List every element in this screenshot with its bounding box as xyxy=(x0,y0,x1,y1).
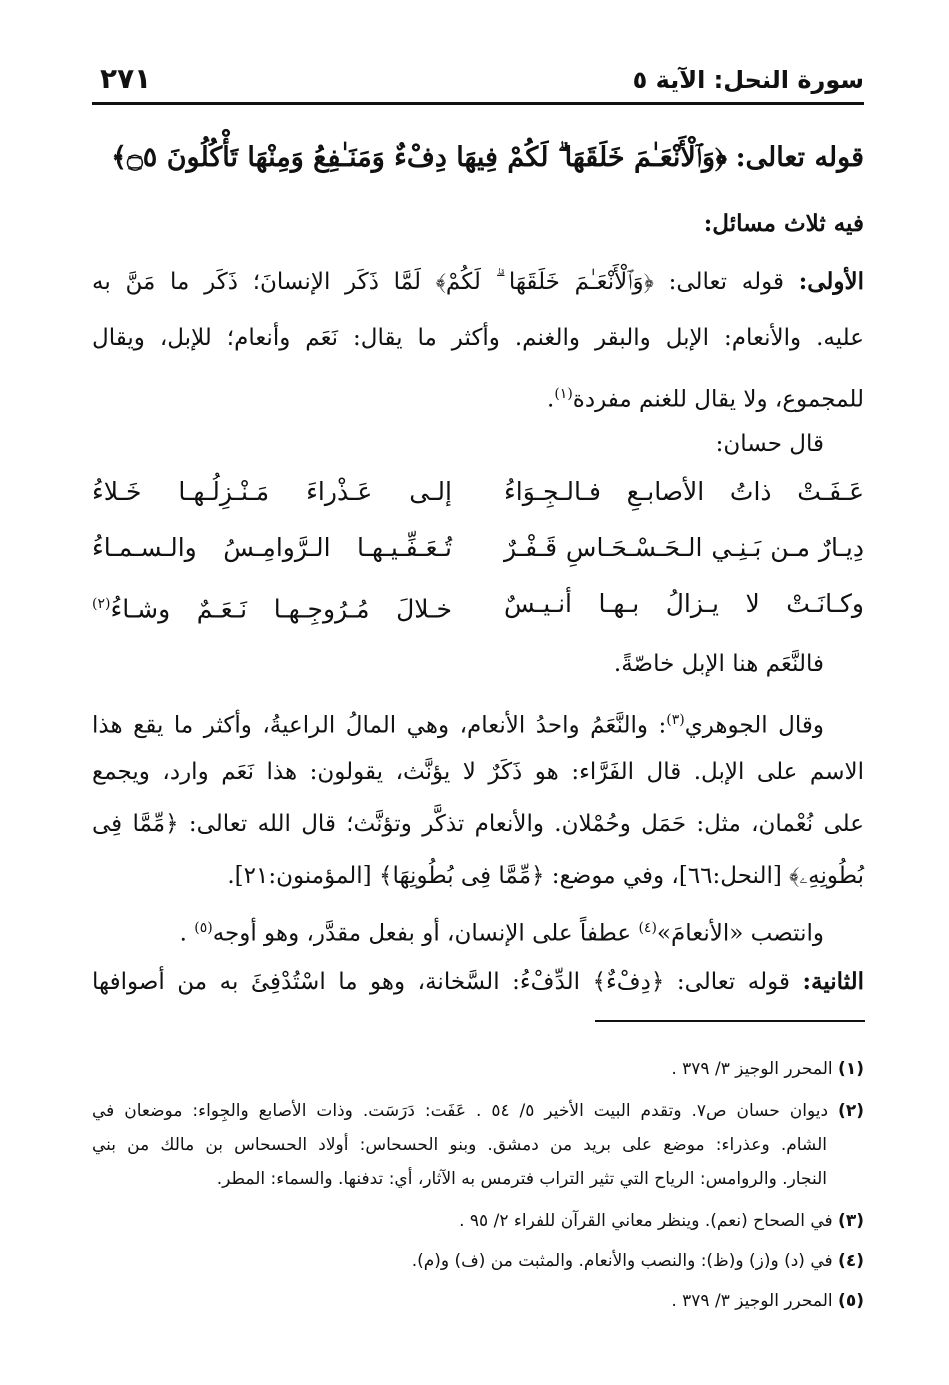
poem-line-1-left: إلـى عَـذْراءَ مَـنْـزِلُـهـا خَـلاءُ xyxy=(92,477,452,506)
first-issue-line-3-end: . xyxy=(547,386,555,413)
footnote-ref-5: (٥) xyxy=(194,920,213,936)
hassan-intro: قال حسان: xyxy=(715,431,824,457)
footnote-ref-3: (٣) xyxy=(666,712,685,728)
jawhari-start: وقال الجوهري xyxy=(684,712,824,739)
footnote-3-num: (٣) xyxy=(838,1211,864,1231)
footnote-ref-2: (٢) xyxy=(92,596,111,612)
poem-line-2-right: دِيـارٌ مـن بَـنِـي الـحَـسْـحَـاسِ قَـفْـرٌ xyxy=(504,533,864,562)
footnote-3 xyxy=(459,1206,864,1236)
footnote-2-text-1: ديوان حسان ص٧. وتقدم البيت الأخير ٥/ ٥٤ . عَفَت: دَرَسَت. وذات الأصابع والجِواء: موضعان في xyxy=(92,1101,829,1121)
footnote-4-text: في (د) و(ز) و(ظ): والنصب والأنعام. والمثبت من (ف) و(م). xyxy=(411,1251,833,1271)
verse-line xyxy=(111,138,864,178)
poem-line-2-left: تُـعَـفِّـيـهـا الـرَّوامِـسُ والـسـمـاءُ xyxy=(92,533,452,562)
poem-line-1-right: عَـفَـتْ ذاتُ الأصابـعِ فـالـجِـوَاءُ xyxy=(504,477,864,506)
second-issue-line xyxy=(92,962,864,1002)
first-issue-label: الأولى: xyxy=(798,268,864,295)
surah-title: سورة النحل: الآية ٥ xyxy=(632,66,864,94)
footnote-4 xyxy=(412,1246,864,1276)
jawhari-line-3: على نُعْمان، مثل: حَمَل وحُمْلان. والأنعام تذكَّر وتؤنَّث؛ قال الله تعالى: ﴿مِّمَّا فِى xyxy=(92,811,864,837)
second-issue-label: الثانية: xyxy=(802,968,865,995)
footnote-2-line-1 xyxy=(92,1096,864,1126)
footnote-2-line-3: النجار. والروامس: الرياح التي تثير التراب فترمس به الآثار، أي: تدفنها. والسماء: المطر. xyxy=(216,1169,827,1189)
first-issue-line-3 xyxy=(547,374,864,420)
first-issue-line-1 xyxy=(92,262,864,302)
footnote-3-text: في الصحاح (نعم). وينظر معاني القرآن للفراء ٢/ ٩٥ . xyxy=(459,1211,833,1231)
nasb-start: وانتصب «الأنعامَ» xyxy=(656,920,824,947)
first-issue-line-3-text: للمجموع، ولا يقال للغنم مفردة xyxy=(572,386,864,413)
second-issue-text: قوله تعالى: ﴿دِفْءٌ﴾ الدِّفْءُ: السَّخانة، وهو ما اسْتُدْفِئَ به من أصوافها xyxy=(92,969,790,995)
footnote-1-num: (١) xyxy=(838,1059,864,1079)
footnote-ref-1: (١) xyxy=(554,386,573,402)
first-issue-line-2: عليه. والأنعام: الإبل والبقر والغنم. وأكثر ما يقال: نَعَم وأنعام؛ للإبل، ويقال xyxy=(92,325,864,351)
quran-verse: ﴿وَٱلْأَنْعَـٰمَ خَلَقَهَا ۗ لَكُمْ فِيهَا دِفْءٌ وَمَنَـٰفِعُ وَمِنْهَا تَأْكُلُونَ ۝٥﴾ xyxy=(111,142,727,173)
page-header xyxy=(92,58,864,105)
jawhari-line-2: الاسم على الإبل. قال الفَرَّاء: هو ذَكَرٌ لا يؤنَّث، يقولون: هذا نَعَم وارد، ويجمع xyxy=(92,759,864,785)
after-poem: فالنَّعَم هنا الإبل خاصّةً. xyxy=(613,651,824,677)
footnote-2-line-2: الشام. وعذراء: موضع على بريد من دمشق. وبنو الحسحاس: أولاد الحسحاس بن مالك من بني xyxy=(92,1135,827,1155)
nasb-line xyxy=(180,908,824,954)
jawhari-line-1 xyxy=(92,700,824,746)
poem-line-3-left xyxy=(92,582,452,631)
jawhari-end: : والنَّعَمُ واحدُ الأنعام، وهي المالُ الراعيةُ، وأكثر ما يقع هذا xyxy=(92,712,667,739)
footnote-4-num: (٤) xyxy=(838,1251,864,1271)
issues-heading: فيه ثلاث مسائل: xyxy=(703,210,864,237)
first-issue-text: قوله تعالى: ﴿وَٱلْأَنْعَـٰمَ خَلَقَهَا ۗ لَكُمْ﴾ لَمَّا ذَكَر الإنسانَ؛ ذَكَر ما مَنَّ به xyxy=(92,269,784,295)
footnote-2-num: (٢) xyxy=(838,1101,864,1121)
nasb-middle: عطفاً على الإنسان، أو بفعل مقدَّر، وهو أوجه xyxy=(212,920,639,947)
verse-lead: قوله تعالى: xyxy=(735,142,864,173)
footnote-5-num: (٥) xyxy=(838,1291,864,1311)
poem-line-3-right: وكـانَـتْ لا يـزالُ بـهـا أنـيـسٌ xyxy=(504,589,864,618)
footnote-divider xyxy=(595,1020,865,1022)
footnote-ref-4: (٤) xyxy=(638,920,657,936)
jawhari-line-4: بُطُونِهِۦ﴾ [النحل:٦٦]، وفي موضع: ﴿مِّمَّا فِى بُطُونِهَا﴾ [المؤمنون:٢١]. xyxy=(227,863,864,889)
footnote-1-text: المحرر الوجيز ٣/ ٣٧٩ . xyxy=(671,1059,833,1079)
page-number: ٢٧١ xyxy=(100,62,152,95)
footnote-5 xyxy=(671,1286,864,1316)
footnote-5-text: المحرر الوجيز ٣/ ٣٧٩ . xyxy=(671,1291,833,1311)
nasb-end: . xyxy=(179,920,195,947)
footnote-1 xyxy=(671,1054,864,1084)
poem-line-3-left-text: خـلالَ مُـرُوجِـهـا نَـعَـمٌ وشـاءُ xyxy=(110,594,452,624)
